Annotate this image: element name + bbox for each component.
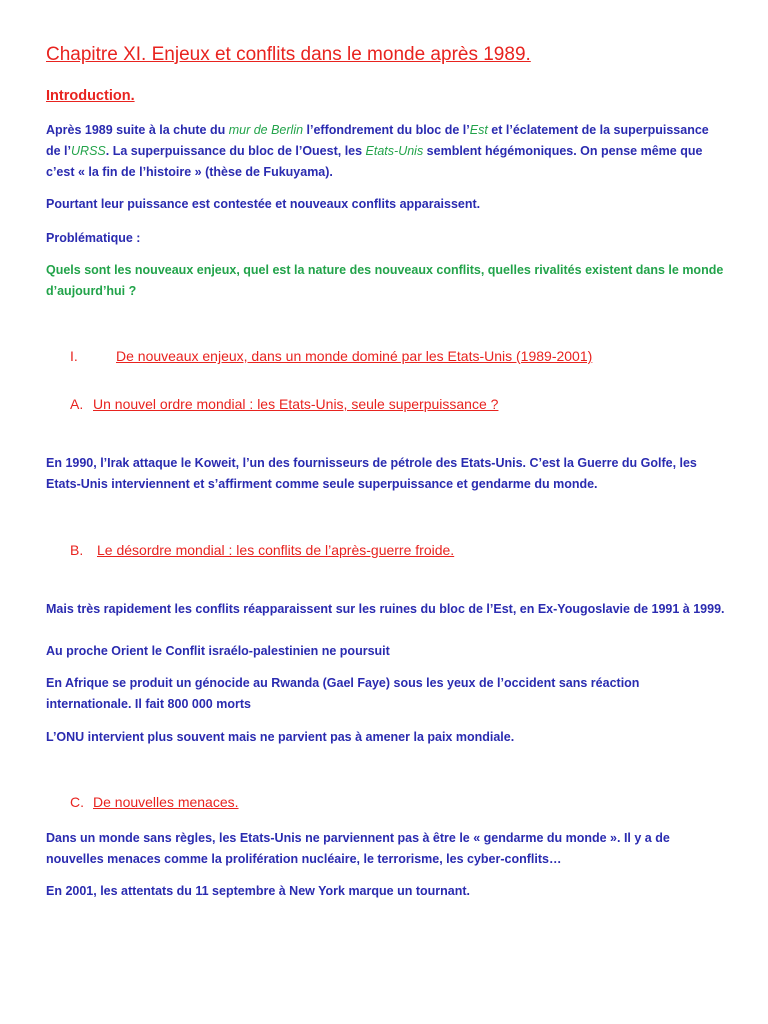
section-a-paragraph: En 1990, l’Irak attaque le Koweit, l’un des fournisseurs de pétrole des Etats-Unis. C’est la Guerre du Golfe, les Etats-Unis interviennent et s’affirment comme seule superpuissance et gendarme du monde. (46, 456, 697, 491)
intro-paragraph-2: Pourtant leur puissance est contestée et nouveaux conflits apparaissent. (46, 197, 481, 211)
problematique-label: Problématique : (46, 231, 141, 245)
intro-text-a: Après 1989 suite à la chute du (46, 123, 229, 137)
intro-text-c: l’effondrement du bloc de l’ (303, 123, 470, 137)
section-c-paragraph-1: Dans un monde sans règles, les Etats-Unis ne parviennent pas à être le « gendarme du monde ». Il y a de nouvelles menaces comme la prolifération nucléaire, le terrorisme, les cyber-conflits… (46, 831, 670, 866)
section-letter: B. (70, 542, 84, 558)
section-heading-a (70, 396, 498, 412)
section-c-paragraph-2: En 2001, les attentats du 11 septembre à New York marque un tournant. (46, 884, 470, 898)
term-mur-de-berlin: mur de Berlin (228, 123, 304, 137)
section-b-paragraph-2: En Afrique se produit un génocide au Rwanda (Gael Faye) sous les yeux de l’occident sans réaction internationale. Il fait 800 000 morts (46, 676, 640, 711)
section-letter: C. (70, 794, 84, 810)
section-b-paragraph-1: Mais très rapidement les conflits réapparaissent sur les ruines du bloc de l’Est, en Ex-Yougoslavie de 1991 à 1999. (46, 602, 725, 616)
section-heading-b (70, 542, 454, 558)
term-etats-unis: Etats-Unis (365, 144, 424, 158)
section-title: De nouveaux enjeux, dans un monde dominé par les Etats-Unis (1989-2001) (116, 348, 593, 364)
problematique-question: Quels sont les nouveaux enjeux, quel est la nature des nouveaux conflits, quelles rivalités existent dans le monde d’aujourd’hui ? (46, 263, 724, 298)
chapter-title: Chapitre XI. Enjeux et conflits dans le monde après 1989. (46, 44, 531, 65)
term-urss: URSS (71, 144, 106, 158)
intro-text-g: . La superpuissance du bloc de l’Ouest, les (105, 144, 366, 158)
section-heading-1 (70, 348, 592, 364)
intro-paragraph-1 (46, 120, 726, 183)
section-title: Un nouvel ordre mondial : les Etats-Unis, seule superpuissance ? (93, 396, 499, 412)
section-title: Le désordre mondial : les conflits de l’après-guerre froide. (97, 542, 455, 558)
section-title: De nouvelles menaces. (93, 794, 239, 810)
section-b-paragraph-1b: Au proche Orient le Conflit israélo-palestinien ne poursuit (46, 644, 390, 658)
section-b-paragraph-3: L’ONU intervient plus souvent mais ne parvient pas à amener la paix mondiale. (46, 730, 515, 744)
section-letter: A. (70, 396, 84, 412)
intro-text-i: semblent hégémoniques. On pense même que c’est « la fin de l’histoire » (thèse de Fukuyama). (46, 144, 703, 179)
intro-text-e: et l’éclatement de la superpuissance de l’ (46, 123, 709, 158)
section-heading-c (70, 794, 239, 810)
intro-heading: Introduction. (46, 88, 135, 104)
section-number: I. (70, 348, 78, 364)
term-est: Est (469, 123, 488, 137)
